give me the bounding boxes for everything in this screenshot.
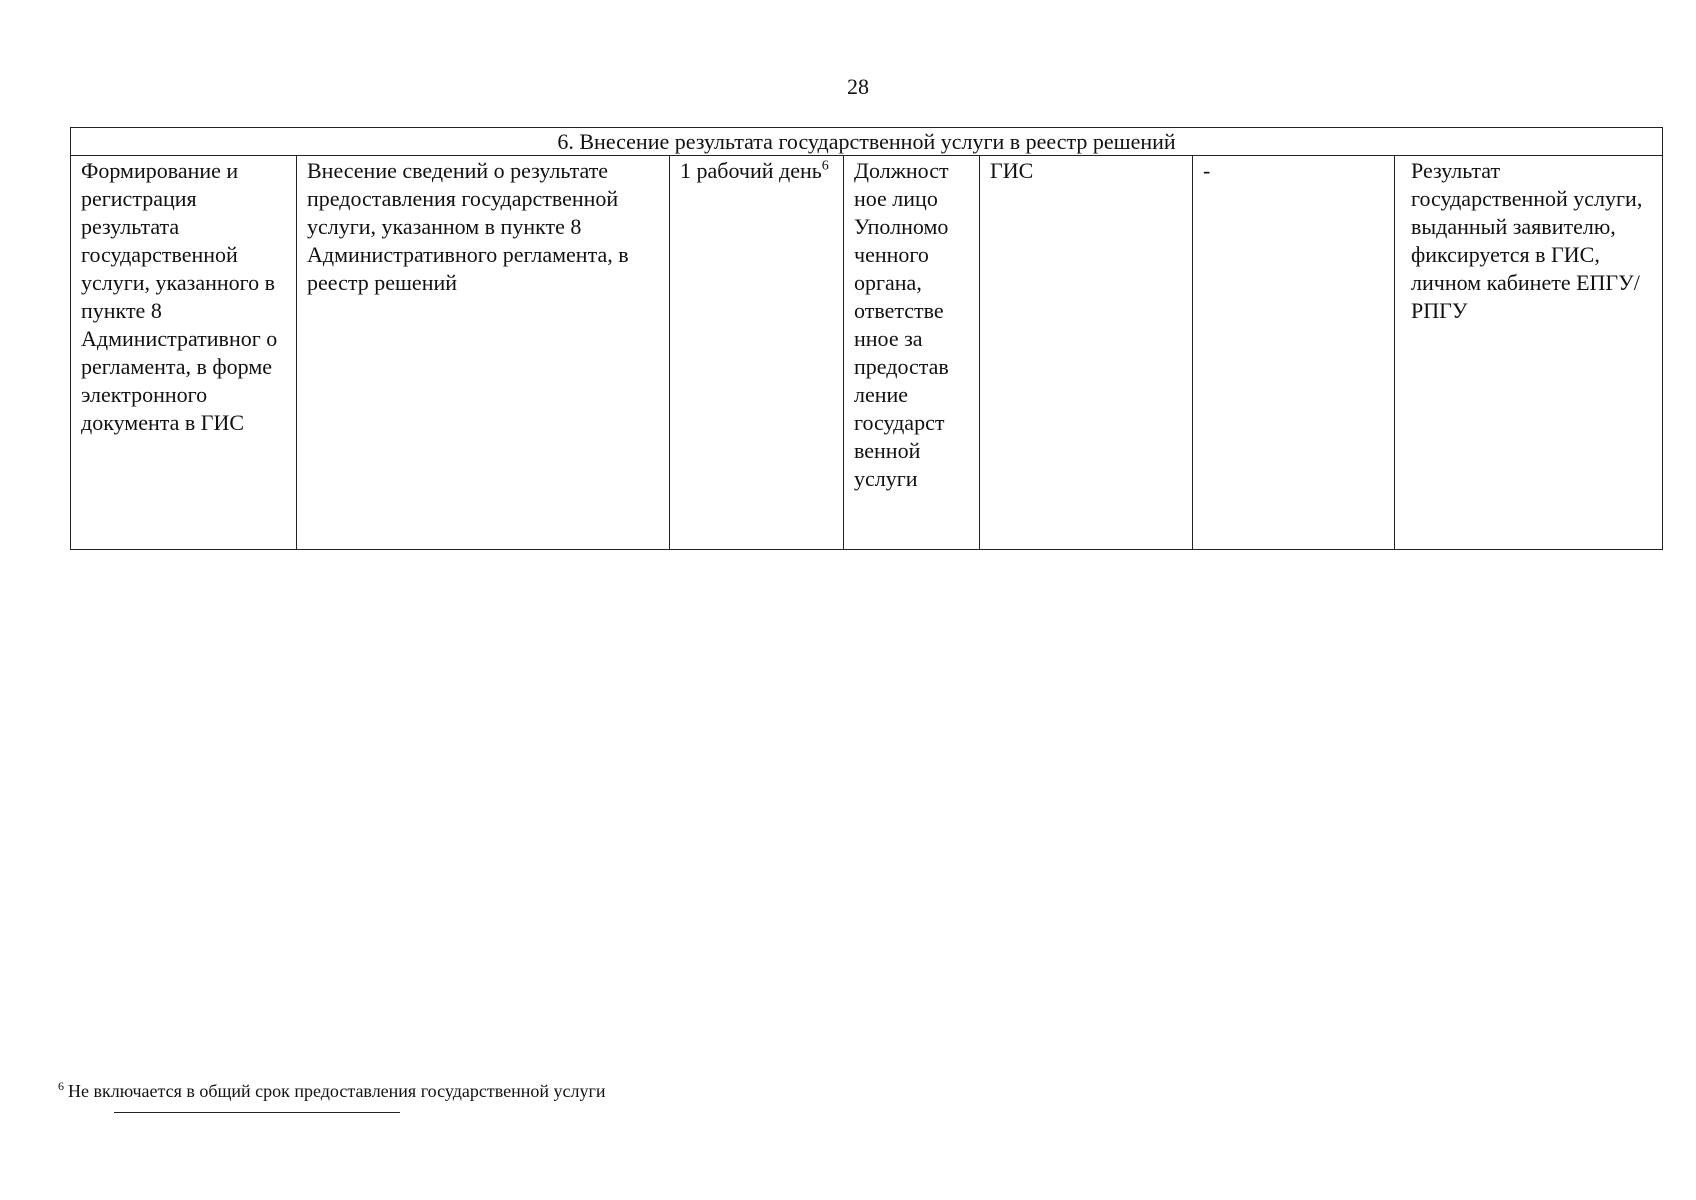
footnote-divider (114, 1112, 400, 1113)
page-number: 28 (847, 74, 869, 99)
footnote-reference: 6 (821, 158, 829, 174)
duration-text: 1 рабочий день (680, 158, 822, 183)
cell-duration (670, 156, 844, 550)
cell-responsible: Должност ное лицо Уполномо ченного органа, ответстве нное за предостав ление государст венной услуги (844, 156, 980, 550)
cell-criteria: - (1193, 156, 1395, 550)
cell-system: ГИС (980, 156, 1193, 550)
footnote (58, 1080, 606, 1102)
footnote-text: Не включается в общий срок предоставления государственной услуги (68, 1081, 606, 1101)
section-title: 6. Внесение результата государственной услуги в реестр решений (71, 128, 1663, 156)
cell-result: Результат государственной услуги, выданный заявителю, фиксируется в ГИС, личном кабинете ЕПГУ/РПГУ (1395, 156, 1663, 550)
cell-basis: Формирование и регистрация результата государственной услуги, указанного в пункте 8 Административног о регламента, в форме электронного документа в ГИС (71, 156, 297, 550)
procedure-table (70, 127, 1663, 550)
table-row (71, 156, 1663, 550)
section-header-row (71, 128, 1663, 156)
cell-action: Внесение сведений о результате предоставления государственной услуги, указанном в пункте 8 Административного регламента, в реестр решений (297, 156, 670, 550)
footnote-mark: 6 (58, 1079, 64, 1093)
